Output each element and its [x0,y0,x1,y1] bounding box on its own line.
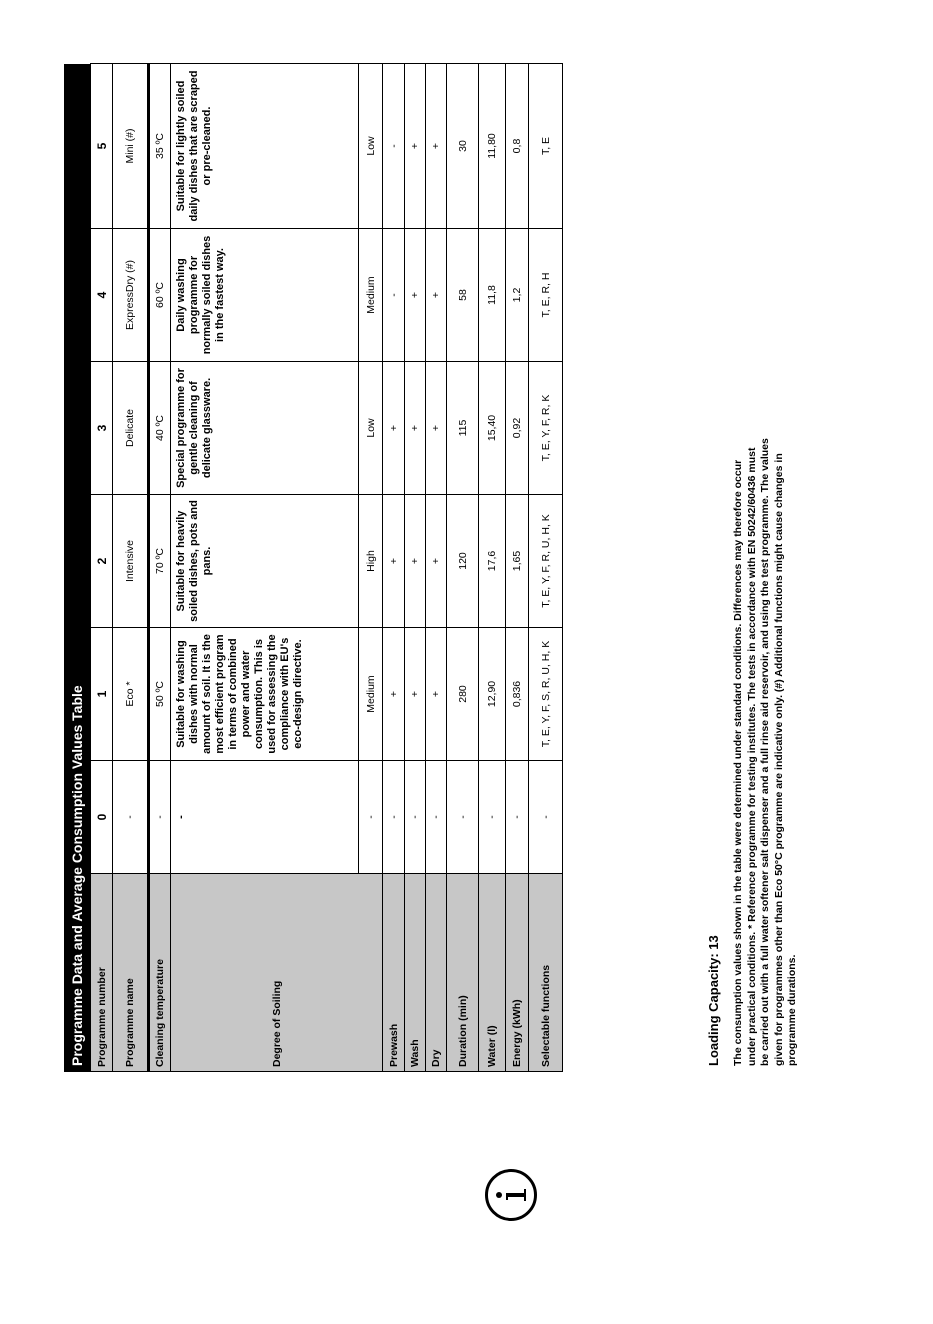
cell: 4 [91,229,113,362]
row-label: Duration (min) [447,874,479,1072]
cell: 1,65 [506,495,529,628]
cell: 30 [447,64,479,229]
cell: + [426,495,447,628]
cell: 0,8 [506,64,529,229]
info-icon [484,1168,538,1222]
row-cleaning-temperature [149,64,171,1072]
row-label: Wash [405,874,426,1072]
cell: 3 [91,362,113,495]
cell: 40 ºC [149,362,171,495]
loading-capacity: Loading Capacity: 13 [706,935,721,1066]
cell: + [383,495,405,628]
cell: 15,40 [479,362,506,495]
programme-table [90,63,563,1072]
cell: - [383,229,405,362]
cell: T, E, R, H [529,229,563,362]
cell: Suitable for washing dishes with normal amount of soil. It is the most efficient program in terms of combined power and water consumption. This is used for assessing the compliance with EU's eco-design directive. [171,628,359,761]
cell: - [479,761,506,874]
cell: + [405,495,426,628]
cell: Special programme for gentle cleaning of delicate glassware. [171,362,359,495]
cell: + [405,362,426,495]
cell: T, E [529,64,563,229]
cell: 280 [447,628,479,761]
cell: Delicate [113,362,149,495]
note-line: The consumption values shown in the table were determined under standard conditions. Differences may therefore occur [732,459,744,1066]
cell: - [383,761,405,874]
row-label: Cleaning temperature [149,874,171,1072]
cell: + [426,229,447,362]
cell: 50 ºC [149,628,171,761]
cell: Intensive [113,495,149,628]
cell: + [426,64,447,229]
note-line: under practical conditions. * Reference programme for testing institutes. The tests in accordance with EN 50242/60436 must [745,447,758,1066]
cell: - [405,761,426,874]
table-title: Programme Data and Average Consumption Values Table [64,64,90,1072]
cell: Low [359,64,383,229]
cell: T, E, Y, F, R, U, H, K [529,495,563,628]
cell: Medium [359,628,383,761]
cell: 1,2 [506,229,529,362]
cell: + [383,628,405,761]
cell: + [426,628,447,761]
cell: + [426,362,447,495]
row-label: Programme number [91,874,113,1072]
cell: 70 ºC [149,495,171,628]
note-line: programme durations. [786,954,798,1066]
row-label: Degree of Soiling [171,874,383,1072]
row-dry [426,64,447,1072]
cell: 0 [91,761,113,874]
cell: 5 [91,64,113,229]
note-line: be carried out with a full water softener salt dispenser and a full rinse aid reservoir, and using the test programme. The values [759,438,771,1066]
cell: 60 ºC [149,229,171,362]
cell: - [426,761,447,874]
cell: 115 [447,362,479,495]
cell: - [447,761,479,874]
cell: Low [359,362,383,495]
cell: Suitable for lightly soiled daily dishes that are scraped or pre-cleaned. [171,64,359,229]
cell: 1 [91,628,113,761]
cell: ExpressDry (#) [113,229,149,362]
cell: + [405,229,426,362]
cell: High [359,495,383,628]
row-label: Water (l) [479,874,506,1072]
cell: + [405,64,426,229]
cell: 35 ºC [149,64,171,229]
cell: - [383,64,405,229]
row-label: Dry [426,874,447,1072]
cell: - [171,761,359,874]
cell: Medium [359,229,383,362]
cell: 2 [91,495,113,628]
row-prewash [383,64,405,1072]
cell: 17,6 [479,495,506,628]
cell: Mini (#) [113,64,149,229]
cell: T, E, Y, F, R, K [529,362,563,495]
cell: 120 [447,495,479,628]
row-programme-number [91,64,113,1072]
row-label: Selectable functions [529,874,563,1072]
cell: - [113,761,149,874]
row-label: Programme name [113,874,149,1072]
cell: 0,836 [506,628,529,761]
cell: + [383,362,405,495]
cell: 11,80 [479,64,506,229]
cell: + [405,628,426,761]
cell: Eco * [113,628,149,761]
cell: 58 [447,229,479,362]
row-programme-name [113,64,149,1072]
cell: - [149,761,171,874]
cell: - [529,761,563,874]
row-wash [405,64,426,1072]
row-description [171,64,359,1072]
row-water [479,64,506,1072]
cell: Daily washing programme for normally soiled dishes in the fastest way. [171,229,359,362]
cell: T, E, Y, F, S, R, U, H, K [529,628,563,761]
row-duration [447,64,479,1072]
row-label: Prewash [383,874,405,1072]
row-energy [506,64,529,1072]
cell: - [506,761,529,874]
consumption-notes [732,86,800,1066]
row-selectable-functions [529,64,563,1072]
cell: Suitable for heavily soiled dishes, pots and pans. [171,495,359,628]
cell: 0,92 [506,362,529,495]
cell: - [359,761,383,874]
rotated-page [64,54,814,1324]
note-line: given for programmes other than Eco 50°C programme are indicative only. (#) Additional functions might cause changes in [772,453,785,1066]
cell: 11,8 [479,229,506,362]
cell: 12,90 [479,628,506,761]
row-label: Energy (kWh) [506,874,529,1072]
